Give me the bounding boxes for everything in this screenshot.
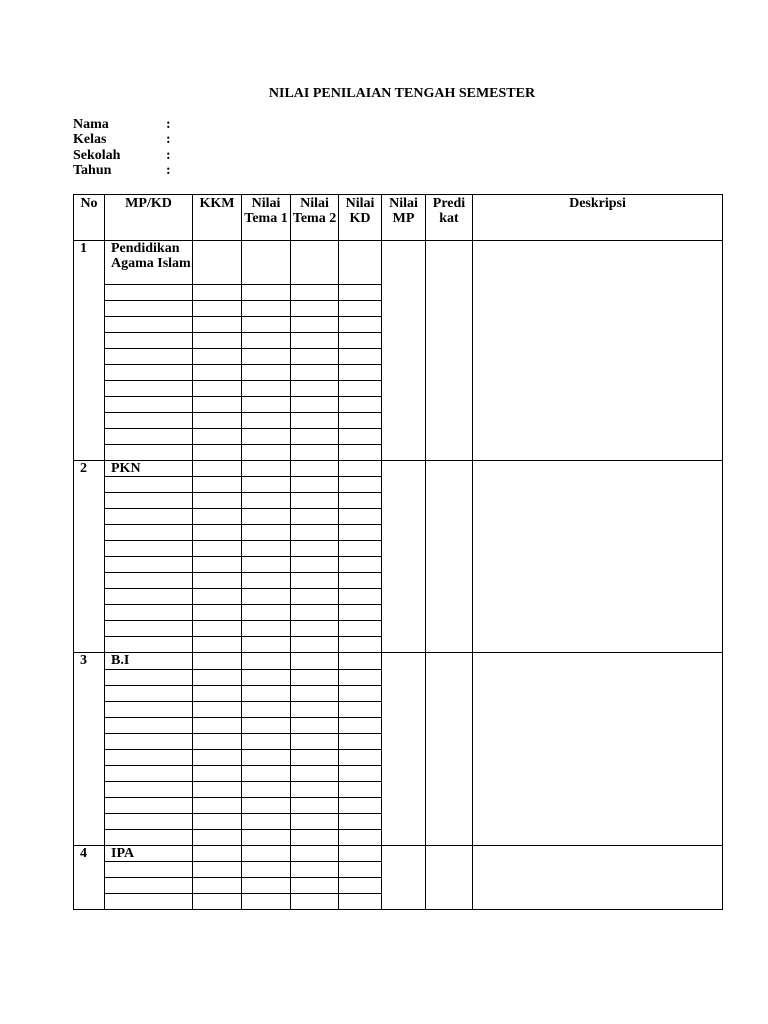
subject-name: Pendidikan Agama Islam bbox=[105, 241, 193, 285]
nilai-tema-1-cell bbox=[242, 893, 291, 909]
nilai-kd-cell bbox=[339, 573, 382, 589]
nilai-tema-2-cell bbox=[291, 301, 339, 317]
kd-cell bbox=[105, 813, 193, 829]
nilai-kd-cell bbox=[339, 413, 382, 429]
nilai-tema-2-cell bbox=[291, 669, 339, 685]
nilai-kd-cell bbox=[339, 733, 382, 749]
kd-cell bbox=[105, 317, 193, 333]
nilai-mp-cell bbox=[382, 653, 426, 845]
nilai-tema-1-cell bbox=[242, 525, 291, 541]
nilai-kd-cell bbox=[339, 877, 382, 893]
nilai-tema-2-cell bbox=[291, 685, 339, 701]
kd-cell bbox=[105, 397, 193, 413]
nilai-tema-2-cell bbox=[291, 365, 339, 381]
nilai-tema-2-cell bbox=[291, 829, 339, 845]
nilai-mp-cell bbox=[382, 845, 426, 909]
kd-cell bbox=[105, 301, 193, 317]
kkm-cell bbox=[193, 413, 242, 429]
nilai-tema-1-cell bbox=[242, 557, 291, 573]
kkm-cell bbox=[193, 241, 242, 285]
nilai-tema-1-cell bbox=[242, 797, 291, 813]
nilai-tema-1-cell bbox=[242, 829, 291, 845]
nilai-tema-1-cell bbox=[242, 285, 291, 301]
deskripsi-cell bbox=[473, 461, 723, 653]
nilai-tema-1-cell bbox=[242, 365, 291, 381]
nilai-kd-cell bbox=[339, 781, 382, 797]
nilai-kd-cell bbox=[339, 477, 382, 493]
nilai-kd-cell bbox=[339, 685, 382, 701]
header-nilai-tema-2: Nilai Tema 2 bbox=[291, 195, 339, 241]
nilai-tema-1-cell bbox=[242, 861, 291, 877]
kd-cell bbox=[105, 861, 193, 877]
nilai-kd-cell bbox=[339, 541, 382, 557]
nilai-tema-2-cell bbox=[291, 589, 339, 605]
kkm-cell bbox=[193, 317, 242, 333]
nilai-tema-1-cell bbox=[242, 429, 291, 445]
kd-cell bbox=[105, 765, 193, 781]
nilai-tema-2-cell bbox=[291, 349, 339, 365]
info-label: Nama bbox=[73, 117, 109, 132]
kkm-cell bbox=[193, 429, 242, 445]
kkm-cell bbox=[193, 349, 242, 365]
kd-cell bbox=[105, 685, 193, 701]
kd-cell bbox=[105, 557, 193, 573]
info-row-sekolah bbox=[73, 148, 171, 163]
kkm-cell bbox=[193, 477, 242, 493]
nilai-tema-1-cell bbox=[242, 541, 291, 557]
nilai-tema-1-cell bbox=[242, 637, 291, 653]
nilai-tema-2-cell bbox=[291, 877, 339, 893]
predikat-cell bbox=[426, 653, 473, 845]
info-separator: : bbox=[166, 117, 171, 132]
nilai-tema-2-cell bbox=[291, 413, 339, 429]
deskripsi-cell bbox=[473, 845, 723, 909]
nilai-tema-2-cell bbox=[291, 637, 339, 653]
nilai-tema-2-cell bbox=[291, 781, 339, 797]
kkm-cell bbox=[193, 461, 242, 477]
info-row-tahun bbox=[73, 163, 171, 178]
kd-cell bbox=[105, 349, 193, 365]
nilai-kd-cell bbox=[339, 845, 382, 861]
kd-cell bbox=[105, 509, 193, 525]
kkm-cell bbox=[193, 685, 242, 701]
nilai-tema-2-cell bbox=[291, 509, 339, 525]
kkm-cell bbox=[193, 717, 242, 733]
subject-name: IPA bbox=[105, 845, 193, 861]
deskripsi-cell bbox=[473, 653, 723, 845]
nilai-kd-cell bbox=[339, 365, 382, 381]
nilai-kd-cell bbox=[339, 301, 382, 317]
subject-number: 3 bbox=[74, 653, 105, 845]
kkm-cell bbox=[193, 493, 242, 509]
table-body bbox=[74, 241, 723, 910]
nilai-tema-1-cell bbox=[242, 653, 291, 669]
nilai-mp-cell bbox=[382, 461, 426, 653]
info-label: Tahun bbox=[73, 162, 112, 178]
nilai-tema-1-cell bbox=[242, 333, 291, 349]
nilai-tema-2-cell bbox=[291, 317, 339, 333]
deskripsi-cell bbox=[473, 241, 723, 461]
info-label: Kelas bbox=[73, 132, 107, 148]
nilai-tema-2-cell bbox=[291, 241, 339, 285]
kkm-cell bbox=[193, 525, 242, 541]
info-separator: : bbox=[166, 162, 171, 178]
kkm-cell bbox=[193, 301, 242, 317]
header-nilai-tema-1: Nilai Tema 1 bbox=[242, 195, 291, 241]
nilai-tema-2-cell bbox=[291, 749, 339, 765]
nilai-tema-2-cell bbox=[291, 429, 339, 445]
nilai-tema-2-cell bbox=[291, 285, 339, 301]
nilai-tema-1-cell bbox=[242, 589, 291, 605]
nilai-tema-1-cell bbox=[242, 509, 291, 525]
nilai-tema-1-cell bbox=[242, 573, 291, 589]
nilai-kd-cell bbox=[339, 349, 382, 365]
nilai-tema-1-cell bbox=[242, 749, 291, 765]
nilai-kd-cell bbox=[339, 285, 382, 301]
kkm-cell bbox=[193, 285, 242, 301]
kd-cell bbox=[105, 749, 193, 765]
nilai-kd-cell bbox=[339, 525, 382, 541]
nilai-kd-cell bbox=[339, 669, 382, 685]
nilai-kd-cell bbox=[339, 813, 382, 829]
kkm-cell bbox=[193, 845, 242, 861]
header-kkm: KKM bbox=[193, 195, 242, 241]
kd-cell bbox=[105, 781, 193, 797]
nilai-kd-cell bbox=[339, 445, 382, 461]
nilai-mp-cell bbox=[382, 241, 426, 461]
nilai-kd-cell bbox=[339, 861, 382, 877]
nilai-tema-1-cell bbox=[242, 621, 291, 637]
nilai-tema-2-cell bbox=[291, 861, 339, 877]
kd-cell bbox=[105, 877, 193, 893]
nilai-tema-2-cell bbox=[291, 653, 339, 669]
kkm-cell bbox=[193, 877, 242, 893]
nilai-kd-cell bbox=[339, 621, 382, 637]
nilai-tema-1-cell bbox=[242, 813, 291, 829]
nilai-tema-1-cell bbox=[242, 717, 291, 733]
nilai-kd-cell bbox=[339, 749, 382, 765]
nilai-tema-2-cell bbox=[291, 461, 339, 477]
kkm-cell bbox=[193, 605, 242, 621]
nilai-tema-2-cell bbox=[291, 557, 339, 573]
kkm-cell bbox=[193, 445, 242, 461]
kkm-cell bbox=[193, 541, 242, 557]
kd-cell bbox=[105, 701, 193, 717]
grade-table bbox=[73, 194, 723, 910]
table-row bbox=[74, 845, 723, 861]
nilai-tema-1-cell bbox=[242, 445, 291, 461]
table-row bbox=[74, 461, 723, 477]
subject-number: 4 bbox=[74, 845, 105, 909]
nilai-tema-1-cell bbox=[242, 781, 291, 797]
nilai-kd-cell bbox=[339, 241, 382, 285]
kd-cell bbox=[105, 797, 193, 813]
kd-cell bbox=[105, 541, 193, 557]
nilai-tema-2-cell bbox=[291, 701, 339, 717]
kkm-cell bbox=[193, 813, 242, 829]
kkm-cell bbox=[193, 765, 242, 781]
nilai-kd-cell bbox=[339, 493, 382, 509]
nilai-kd-cell bbox=[339, 557, 382, 573]
nilai-tema-2-cell bbox=[291, 477, 339, 493]
kkm-cell bbox=[193, 573, 242, 589]
nilai-tema-2-cell bbox=[291, 493, 339, 509]
subject-number: 1 bbox=[74, 241, 105, 461]
kd-cell bbox=[105, 637, 193, 653]
nilai-tema-1-cell bbox=[242, 765, 291, 781]
nilai-tema-1-cell bbox=[242, 413, 291, 429]
kd-cell bbox=[105, 717, 193, 733]
info-label: Sekolah bbox=[73, 147, 121, 163]
nilai-kd-cell bbox=[339, 317, 382, 333]
header-mp-kd: MP/KD bbox=[105, 195, 193, 241]
info-separator: : bbox=[166, 147, 171, 163]
nilai-tema-2-cell bbox=[291, 797, 339, 813]
document-title: NILAI PENILAIAN TENGAH SEMESTER bbox=[268, 86, 536, 101]
nilai-kd-cell bbox=[339, 589, 382, 605]
info-separator: : bbox=[166, 132, 171, 148]
nilai-tema-1-cell bbox=[242, 605, 291, 621]
nilai-kd-cell bbox=[339, 397, 382, 413]
kkm-cell bbox=[193, 669, 242, 685]
kkm-cell bbox=[193, 861, 242, 877]
nilai-kd-cell bbox=[339, 765, 382, 781]
nilai-tema-2-cell bbox=[291, 717, 339, 733]
kkm-cell bbox=[193, 589, 242, 605]
nilai-tema-1-cell bbox=[242, 877, 291, 893]
predikat-cell bbox=[426, 845, 473, 909]
kd-cell bbox=[105, 589, 193, 605]
subject-name: B.I bbox=[105, 653, 193, 669]
kkm-cell bbox=[193, 637, 242, 653]
nilai-kd-cell bbox=[339, 797, 382, 813]
info-row-nama bbox=[73, 117, 171, 132]
nilai-tema-1-cell bbox=[242, 397, 291, 413]
kd-cell bbox=[105, 669, 193, 685]
nilai-tema-1-cell bbox=[242, 845, 291, 861]
subject-number: 2 bbox=[74, 461, 105, 653]
predikat-cell bbox=[426, 241, 473, 461]
kkm-cell bbox=[193, 509, 242, 525]
nilai-kd-cell bbox=[339, 701, 382, 717]
nilai-tema-2-cell bbox=[291, 621, 339, 637]
kd-cell bbox=[105, 573, 193, 589]
nilai-kd-cell bbox=[339, 717, 382, 733]
kkm-cell bbox=[193, 333, 242, 349]
kkm-cell bbox=[193, 749, 242, 765]
nilai-tema-1-cell bbox=[242, 381, 291, 397]
nilai-tema-2-cell bbox=[291, 845, 339, 861]
nilai-tema-1-cell bbox=[242, 461, 291, 477]
nilai-tema-2-cell bbox=[291, 605, 339, 621]
kd-cell bbox=[105, 365, 193, 381]
nilai-tema-1-cell bbox=[242, 493, 291, 509]
predikat-cell bbox=[426, 461, 473, 653]
subject-name: PKN bbox=[105, 461, 193, 477]
kkm-cell bbox=[193, 701, 242, 717]
kd-cell bbox=[105, 829, 193, 845]
kkm-cell bbox=[193, 381, 242, 397]
nilai-tema-1-cell bbox=[242, 317, 291, 333]
kd-cell bbox=[105, 525, 193, 541]
nilai-tema-2-cell bbox=[291, 813, 339, 829]
kkm-cell bbox=[193, 781, 242, 797]
nilai-tema-1-cell bbox=[242, 241, 291, 285]
kkm-cell bbox=[193, 893, 242, 909]
kd-cell bbox=[105, 413, 193, 429]
nilai-kd-cell bbox=[339, 509, 382, 525]
table-row bbox=[74, 653, 723, 669]
info-row-kelas bbox=[73, 132, 171, 147]
nilai-tema-2-cell bbox=[291, 573, 339, 589]
nilai-tema-2-cell bbox=[291, 893, 339, 909]
nilai-tema-1-cell bbox=[242, 477, 291, 493]
kkm-cell bbox=[193, 829, 242, 845]
header-predikat: Predi kat bbox=[426, 195, 473, 241]
nilai-tema-1-cell bbox=[242, 685, 291, 701]
nilai-tema-2-cell bbox=[291, 397, 339, 413]
nilai-tema-2-cell bbox=[291, 445, 339, 461]
nilai-kd-cell bbox=[339, 829, 382, 845]
kd-cell bbox=[105, 477, 193, 493]
table-header-row bbox=[74, 195, 723, 241]
nilai-kd-cell bbox=[339, 653, 382, 669]
kd-cell bbox=[105, 445, 193, 461]
kd-cell bbox=[105, 605, 193, 621]
kd-cell bbox=[105, 733, 193, 749]
table-row bbox=[74, 241, 723, 285]
kkm-cell bbox=[193, 397, 242, 413]
nilai-kd-cell bbox=[339, 605, 382, 621]
nilai-tema-1-cell bbox=[242, 669, 291, 685]
header-no: No bbox=[74, 195, 105, 241]
kkm-cell bbox=[193, 733, 242, 749]
nilai-tema-2-cell bbox=[291, 541, 339, 557]
nilai-kd-cell bbox=[339, 429, 382, 445]
nilai-tema-2-cell bbox=[291, 765, 339, 781]
kkm-cell bbox=[193, 653, 242, 669]
kkm-cell bbox=[193, 621, 242, 637]
nilai-tema-1-cell bbox=[242, 733, 291, 749]
nilai-tema-1-cell bbox=[242, 349, 291, 365]
kd-cell bbox=[105, 621, 193, 637]
nilai-kd-cell bbox=[339, 637, 382, 653]
header-deskripsi: Deskripsi bbox=[473, 195, 723, 241]
student-info bbox=[73, 117, 171, 178]
nilai-tema-1-cell bbox=[242, 701, 291, 717]
nilai-tema-2-cell bbox=[291, 525, 339, 541]
kd-cell bbox=[105, 333, 193, 349]
header-nilai-mp: Nilai MP bbox=[382, 195, 426, 241]
kd-cell bbox=[105, 285, 193, 301]
nilai-tema-2-cell bbox=[291, 733, 339, 749]
nilai-kd-cell bbox=[339, 333, 382, 349]
nilai-tema-2-cell bbox=[291, 381, 339, 397]
kd-cell bbox=[105, 381, 193, 397]
nilai-kd-cell bbox=[339, 381, 382, 397]
kd-cell bbox=[105, 893, 193, 909]
kd-cell bbox=[105, 429, 193, 445]
kkm-cell bbox=[193, 365, 242, 381]
nilai-kd-cell bbox=[339, 893, 382, 909]
header-nilai-kd: Nilai KD bbox=[339, 195, 382, 241]
kkm-cell bbox=[193, 797, 242, 813]
nilai-tema-2-cell bbox=[291, 333, 339, 349]
kd-cell bbox=[105, 493, 193, 509]
nilai-kd-cell bbox=[339, 461, 382, 477]
nilai-tema-1-cell bbox=[242, 301, 291, 317]
kkm-cell bbox=[193, 557, 242, 573]
